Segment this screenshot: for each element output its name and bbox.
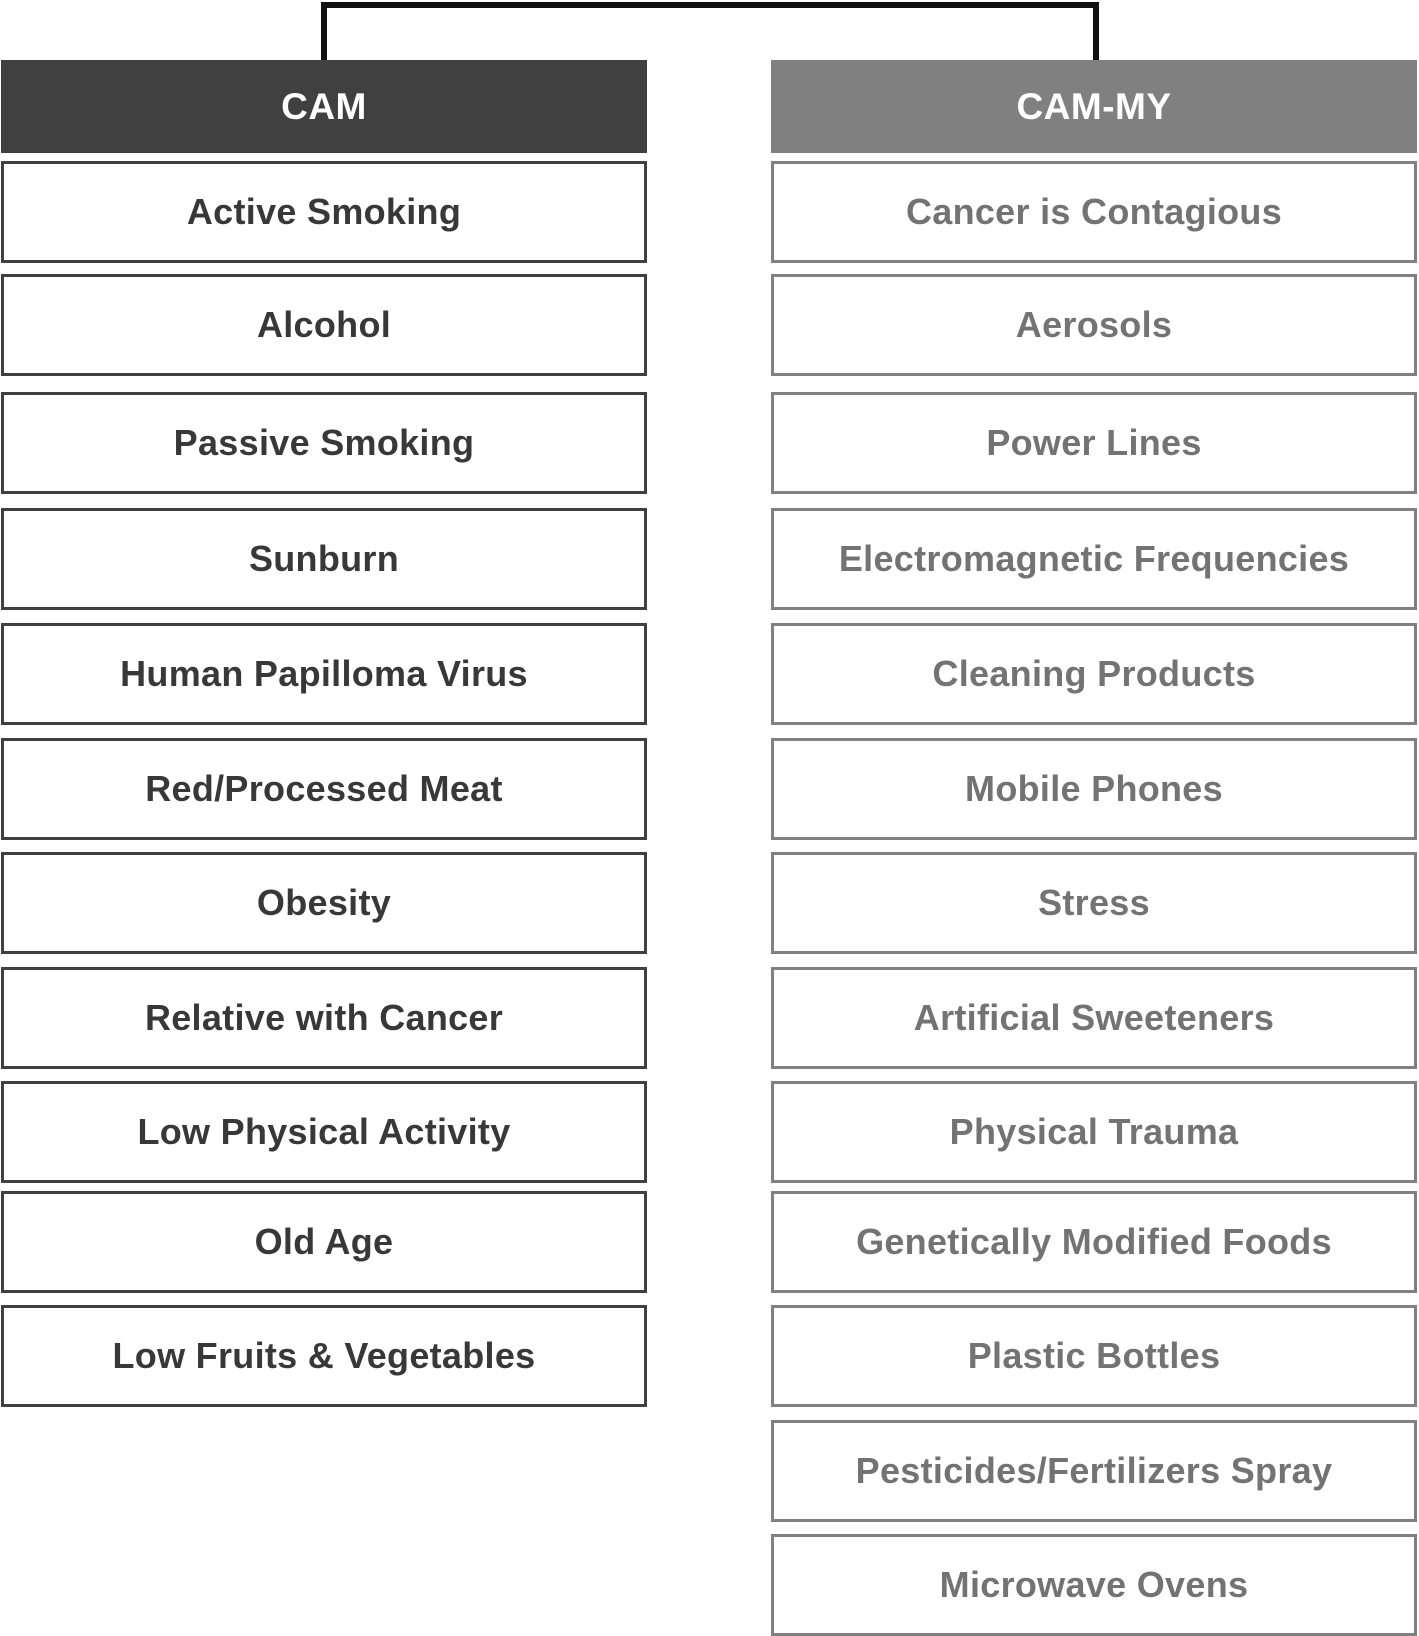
cam-my-item: Artificial Sweeteners bbox=[771, 967, 1417, 1069]
cam-my-item: Plastic Bottles bbox=[771, 1305, 1417, 1407]
cam-my-column bbox=[771, 60, 1417, 1605]
cam-item: Passive Smoking bbox=[1, 392, 647, 494]
cam-column bbox=[1, 60, 647, 1376]
cam-item: Alcohol bbox=[1, 274, 647, 376]
cam-my-item: Cleaning Products bbox=[771, 623, 1417, 725]
connector-right-vertical bbox=[1093, 2, 1099, 60]
cam-my-item: Stress bbox=[771, 852, 1417, 954]
cam-my-item: Genetically Modified Foods bbox=[771, 1191, 1417, 1293]
cam-my-header: CAM-MY bbox=[771, 60, 1417, 153]
cam-my-item: Aerosols bbox=[771, 274, 1417, 376]
cam-item: Sunburn bbox=[1, 508, 647, 610]
cam-my-item: Cancer is Contagious bbox=[771, 161, 1417, 263]
cam-item: Obesity bbox=[1, 852, 647, 954]
connector-left-vertical bbox=[321, 2, 327, 60]
cam-item: Low Fruits & Vegetables bbox=[1, 1305, 647, 1407]
cam-my-item: Power Lines bbox=[771, 392, 1417, 494]
cam-item: Human Papilloma Virus bbox=[1, 623, 647, 725]
cam-item: Active Smoking bbox=[1, 161, 647, 263]
cam-my-item: Electromagnetic Frequencies bbox=[771, 508, 1417, 610]
cam-my-item: Microwave Ovens bbox=[771, 1534, 1417, 1636]
cam-my-item: Physical Trauma bbox=[771, 1081, 1417, 1183]
cam-item: Low Physical Activity bbox=[1, 1081, 647, 1183]
cam-item: Red/Processed Meat bbox=[1, 738, 647, 840]
cam-my-item: Pesticides/Fertilizers Spray bbox=[771, 1420, 1417, 1522]
cam-item: Relative with Cancer bbox=[1, 967, 647, 1069]
cam-header: CAM bbox=[1, 60, 647, 153]
cam-my-item: Mobile Phones bbox=[771, 738, 1417, 840]
connector-horizontal bbox=[321, 2, 1099, 8]
cam-item: Old Age bbox=[1, 1191, 647, 1293]
